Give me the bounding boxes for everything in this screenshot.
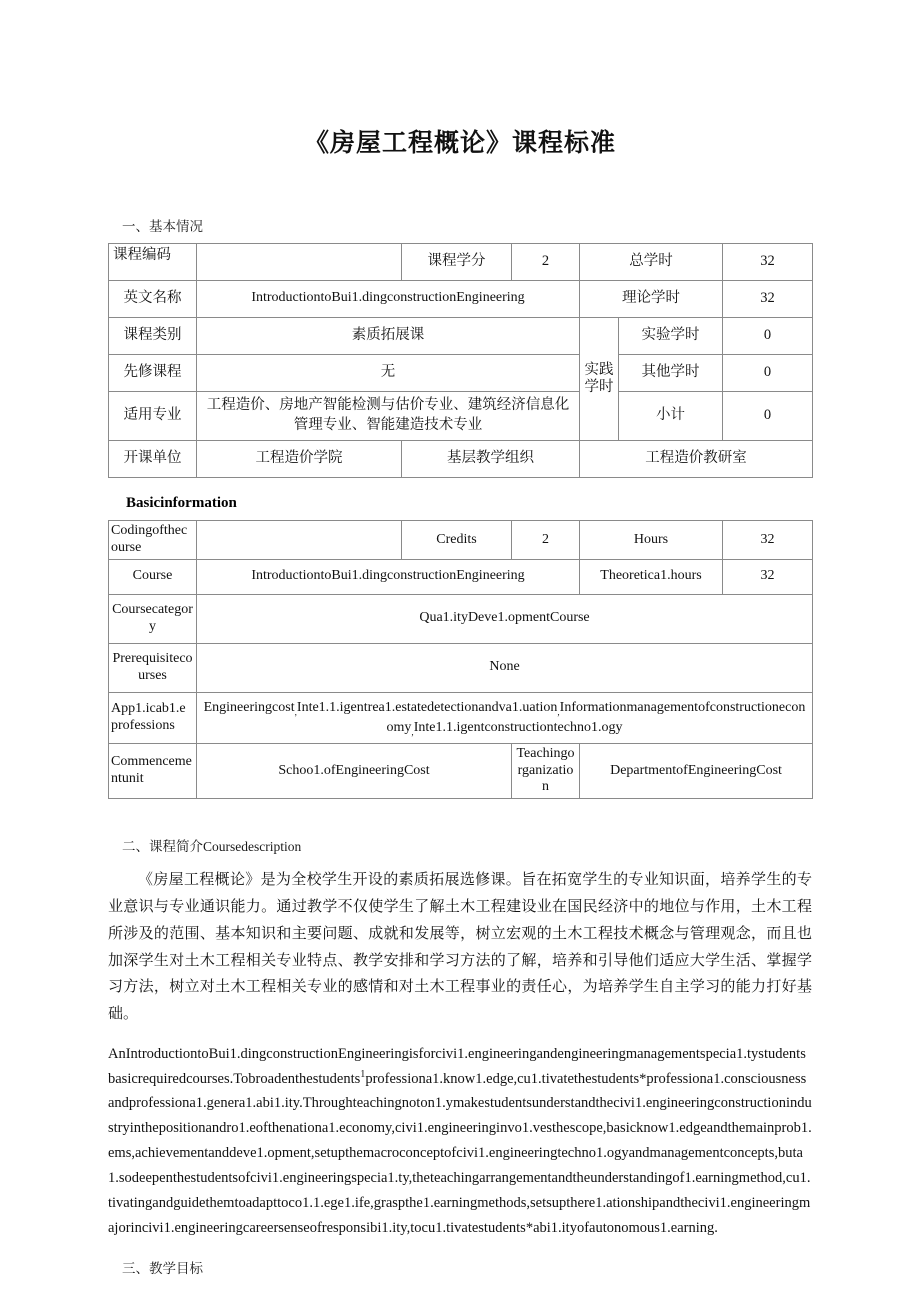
cell-label-teaching-org: 基层教学组织 (402, 440, 580, 477)
cell-value-applicable-majors: 工程造价、房地产智能检测与估价专业、建筑经济信息化管理专业、智能建造技术专业 (197, 391, 580, 440)
cell-label-other-hours: 其他学时 (619, 354, 723, 391)
cell-value-credits-en: 2 (512, 521, 580, 560)
cell-value-course-en: IntroductiontoBui1.dingconstructionEngineering (197, 559, 580, 594)
cell-label-credits-en: Credits (402, 521, 512, 560)
cell-label-subtotal: 小计 (619, 391, 723, 440)
cell-value-subtotal: 0 (723, 391, 813, 440)
table-row (109, 643, 813, 692)
table-row (109, 692, 813, 743)
cell-label-practice-hours: 实践学时 (580, 317, 619, 440)
cell-label-course-code: 课程编码 (109, 243, 197, 280)
table-row (109, 317, 813, 354)
cell-value-theory-hours: 32 (723, 280, 813, 317)
applicable-part-3: Informationmanagementofconstructioneconomy (386, 699, 806, 735)
separator-comma-1: , (294, 706, 297, 717)
cell-label-applicable-professions-en: App1.icab1.e professions (109, 692, 197, 743)
table-row (109, 559, 813, 594)
cell-label-total-hours: 总学时 (580, 243, 723, 280)
table-row (109, 743, 813, 798)
basic-info-table-en (108, 520, 813, 799)
table-row (109, 391, 813, 440)
cell-label-course-category: 课程类别 (109, 317, 197, 354)
cell-label-course-category-en: Coursecategory (109, 594, 197, 643)
cell-label-theory-hours: 理论学时 (580, 280, 723, 317)
table-row (109, 280, 813, 317)
cell-value-english-name: IntroductiontoBui1.dingconstructionEngineering (197, 280, 580, 317)
applicable-part-4: Inte1.1.igentconstructiontechno1.ogy (413, 719, 623, 735)
section-heading-course-description: 二、课程简介Coursedescription (122, 839, 302, 855)
basic-info-table-cn (108, 243, 813, 478)
cell-value-other-hours: 0 (723, 354, 813, 391)
cell-value-coding-of-course (197, 521, 402, 560)
cell-label-prerequisite: 先修课程 (109, 354, 197, 391)
cell-label-commencement-unit: Commencementunit (109, 743, 197, 798)
cell-value-teaching-org: 工程造价教研室 (580, 440, 813, 477)
cell-label-offering-unit: 开课单位 (109, 440, 197, 477)
paragraph-en-superscript: 1 (360, 1068, 366, 1080)
cell-label-english-name: 英文名称 (109, 280, 197, 317)
cell-value-credits: 2 (512, 243, 580, 280)
cell-value-course-category-en: Qua1.ityDeve1.opmentCourse (197, 594, 813, 643)
table-row (109, 594, 813, 643)
applicable-part-1: Engineeringcost (203, 699, 295, 715)
separator-comma-3: , (411, 726, 414, 737)
cell-label-prerequisite-en: Prerequisitecourses (109, 643, 197, 692)
cell-value-teaching-organization: DepartmentofEngineeringCost (580, 743, 813, 798)
table-row (109, 440, 813, 477)
cell-label-experiment-hours: 实验学时 (619, 317, 723, 354)
cell-label-coding-of-course: Codingofthecourse (109, 521, 197, 560)
paragraph-en-part-b: professiona1.know1.edge,cu1.tivatethestudents*professiona1.consciousnessandprofessiona1.genera1.abi1.ity.Throughteachingnoton1.ymakestudentsunderstandthecivi1.engineeringconstructionindustryinthepositionandro1.eofthenationa1.economy,civi1.engineeringinvo1.vesthescope,basicknow1.edgeandthemainprob1.ems,achievementanddeve1.opment,setupthemacroconceptofcivi1.engineeringtechno1.ogyandmanagementconcepts,buta1.sodeepenthestudentsofcivi1.engineeringspecia1.ty,theteachingarrangementandtheunderstandingof1.earningmethod,cu1.tivatingandguidethemtoadapttoco1.1.ege1.ife,graspthe1.earningmethods,setsuptherе1.ationshipandthecivi1.engineeringmajorincivi1.engineeringcareersenseofresponsibi1.ity,tocu1.tivatestudents*abi1.ityofautonomous1.earning. (108, 1070, 812, 1237)
cell-value-theoretical-hours: 32 (723, 559, 813, 594)
cell-value-experiment-hours: 0 (723, 317, 813, 354)
cell-value-total-hours: 32 (723, 243, 813, 280)
table-row (109, 243, 813, 280)
cell-value-course-code (197, 243, 402, 280)
applicable-part-2: Inte1.1.igentrea1.estatedetectionandva1.uation (296, 699, 558, 715)
cell-value-offering-unit: 工程造价学院 (197, 440, 402, 477)
section-heading-basic-info: 一、基本情况 (122, 218, 203, 234)
cell-value-commencement-unit: Schoo1.ofEngineeringCost (197, 743, 512, 798)
cell-label-teaching-organization: Teachingorganization (512, 743, 580, 798)
cell-value-applicable-professions-en (197, 692, 813, 743)
cell-label-hours-en: Hours (580, 521, 723, 560)
paragraph-en-part-a: AnIntroductiontoBui1.dingconstructionEngineeringisforcivi1.engineeringandengineeringmanagementspecia1.tystudentsbasicrequiredcourses.Tobroadenthestudents (108, 1045, 806, 1087)
cell-label-credits: 课程学分 (402, 243, 512, 280)
subheading-basic-information-en: Basicinformation (126, 494, 237, 511)
cell-label-applicable-majors: 适用专业 (109, 391, 197, 440)
cell-value-prerequisite: 无 (197, 354, 580, 391)
table-row (109, 354, 813, 391)
cell-label-theoretical-hours: Theoretica1.hours (580, 559, 723, 594)
course-description-paragraph-cn: 《房屋工程概论》是为全校学生开设的素质拓展选修课。旨在拓宽学生的专业知识面，培养学生的专业意识与专业通识能力。通过教学不仅使学生了解土木工程建设业在国民经济中的地位与作用，土木工程所涉及的范围、基本知识和主要问题、成就和发展等，树立宏观的土木工程技术概念与管理观念，而且也加深学生对土木工程相关专业特点、教学安排和学习方法的了解，培养和引导他们适应大学生活、掌握学习方法，树立对土木工程相关专业的感情和对土木工程事业的责任心，为培养学生自主学习的能力打好基础。 (108, 872, 812, 1022)
cell-value-course-category: 素质拓展课 (197, 317, 580, 354)
cell-label-course-en: Course (109, 559, 197, 594)
section-heading-teaching-objectives: 三、教学目标 (122, 1261, 203, 1277)
page-title: 《房屋工程概论》课程标准 (303, 130, 616, 157)
cell-value-prerequisite-en: None (197, 643, 813, 692)
separator-comma-2: , (557, 706, 560, 717)
course-description-paragraph-en (108, 1028, 812, 1242)
table-row (109, 521, 813, 560)
cell-value-hours-en: 32 (723, 521, 813, 560)
